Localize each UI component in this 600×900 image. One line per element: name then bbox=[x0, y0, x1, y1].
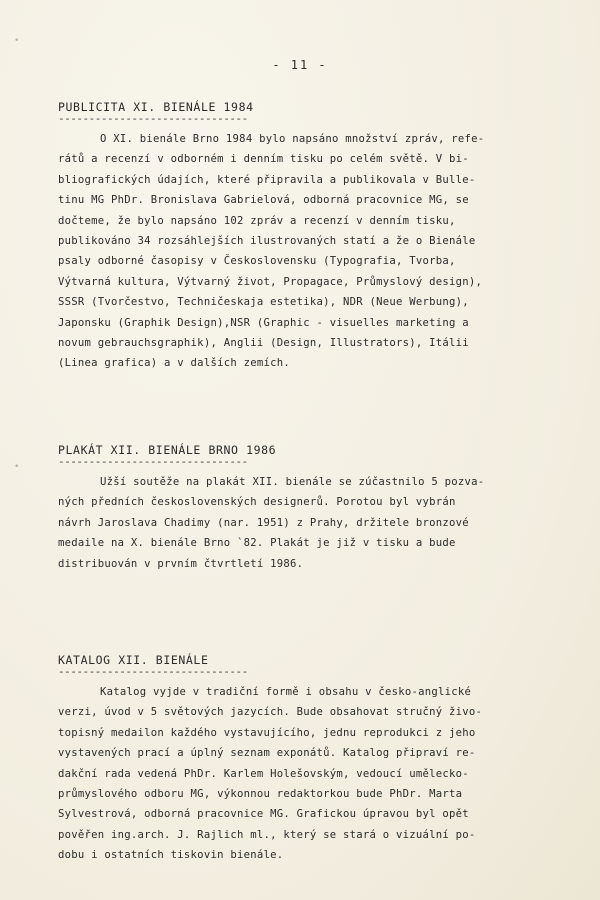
text-line: rátů a recenzí v odborném i denním tisku po celém světě. V bi- bbox=[58, 153, 469, 166]
section-heading: PUBLICITA XI. BIENÁLE 1984 bbox=[58, 100, 254, 114]
text-line: návrh Jaroslava Chadimy (nar. 1951) z Prahy, držitele bronzové bbox=[58, 516, 469, 529]
punch-mark: • bbox=[14, 462, 20, 472]
text-line: dočteme, že bylo napsáno 102 zpráv a recenzí v denním tisku, bbox=[58, 214, 456, 227]
section-heading: KATALOG XII. BIENÁLE bbox=[58, 653, 209, 667]
text-line: bliografických údajích, které připravila a publikovala v Bulle- bbox=[58, 173, 476, 186]
text-line: ných předních československých designerů. Porotou byl vybrán bbox=[58, 496, 456, 509]
text-line: medaile na X. bienále Brno `82. Plakát je již v tisku a bude bbox=[58, 537, 456, 550]
section-katalog bbox=[58, 653, 563, 866]
text-line: Sylvestrová, odborná pracovnice MG. Grafickou úpravou byl opět bbox=[58, 808, 469, 821]
section-body bbox=[58, 129, 563, 374]
text-line: tinu MG PhDr. Bronislava Gabrielová, odborná pracovnice MG, se bbox=[58, 194, 469, 207]
text-line: průmyslového odboru MG, výkonnou redaktorkou bude PhDr. Marta bbox=[58, 788, 463, 801]
text-line: novum gebrauchsgraphik), Anglii (Design, Illustrators), Itálii bbox=[58, 337, 469, 350]
text-line: Japonsku (Graphik Design),NSR (Graphic - visuelles marketing a bbox=[58, 316, 469, 329]
text-line: SSSR (Tvorčestvo, Techničeskaja estetika), NDR (Neue Werbung), bbox=[58, 296, 469, 309]
text-line: dobu i ostatních tiskovin bienále. bbox=[58, 849, 284, 862]
heading-underline: ------------------------------- bbox=[58, 455, 248, 468]
punch-mark: • bbox=[14, 36, 20, 46]
text-line: psaly odborné časopisy v Československu (Typografia, Tvorba, bbox=[58, 255, 456, 268]
text-line: Výtvarná kultura, Výtvarný život, Propagace, Průmyslový design), bbox=[58, 275, 483, 288]
page-number: - 11 - bbox=[272, 58, 328, 72]
heading-underline: ------------------------------- bbox=[58, 665, 248, 678]
section-publicita bbox=[58, 100, 563, 374]
section-body bbox=[58, 682, 563, 866]
text-line: topisný medailon každého vystavujícího, jednu reprodukci z jeho bbox=[58, 726, 476, 739]
text-line: Katalog vyjde v tradiční formě i obsahu v česko-anglické bbox=[100, 686, 472, 698]
section-heading: PLAKÁT XII. BIENÁLE BRNO 1986 bbox=[58, 443, 277, 457]
text-line: pověřen ing.arch. J. Rajlich ml., který se stará o vizuální po- bbox=[58, 828, 476, 841]
section-plakat bbox=[58, 443, 563, 574]
text-line: dakční rada vedená PhDr. Karlem Holešovským, vedoucí umělecko- bbox=[58, 767, 469, 780]
text-line: publikováno 34 rozsáhlejších ilustrovaných statí a že o Bienále bbox=[58, 235, 476, 248]
text-line: Užší soutěže na plakát XII. bienále se zúčastnilo 5 pozva- bbox=[100, 476, 485, 488]
text-line: vystavených prací a úplný seznam exponátů. Katalog připraví re- bbox=[58, 747, 476, 760]
text-line: distribuován v prvním čtvrtletí 1986. bbox=[58, 557, 304, 570]
text-line: (Linea grafica) a v dalších zemích. bbox=[58, 357, 290, 370]
heading-underline: ------------------------------- bbox=[58, 112, 248, 125]
text-line: O XI. bienále Brno 1984 bylo napsáno množství zpráv, refe- bbox=[100, 133, 485, 145]
section-body bbox=[58, 472, 563, 574]
text-line: verzi, úvod v 5 světových jazycích. Bude obsahovat stručný živo- bbox=[58, 706, 483, 719]
